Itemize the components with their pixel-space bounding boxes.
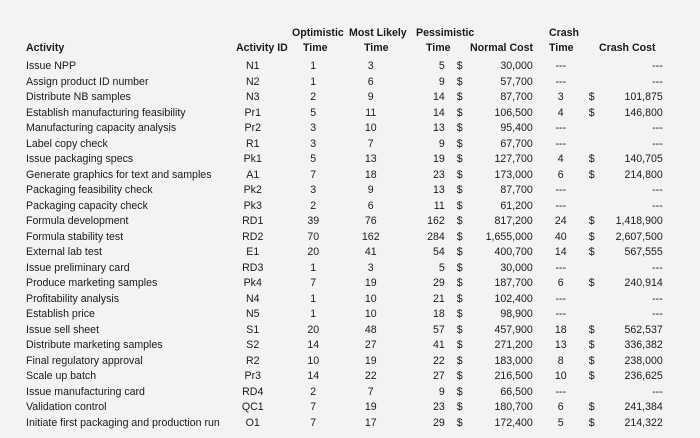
cell-optimistic-time: 20 [307, 246, 320, 258]
cell-pessimistic-time: 18 [432, 308, 445, 320]
table-row [26, 199, 663, 215]
cell-optimistic-time: 3 [310, 137, 317, 150]
cell-normal-cost: 1,655,000 [485, 230, 533, 243]
cell-pessimistic-time: 29 [432, 277, 445, 289]
cell-currency-symbol [589, 75, 603, 91]
header-crash-cost: Crash Cost [599, 42, 656, 54]
cell-optimistic-time: 3 [310, 184, 317, 196]
cell-currency-symbol [589, 199, 603, 215]
cell-currency-symbol: $ [588, 230, 595, 243]
cell-currency-symbol [589, 307, 603, 323]
cell-normal-cost: 172,400 [494, 416, 533, 429]
cell-optimistic-time: 5 [310, 106, 317, 119]
header-crash: Crash [549, 27, 580, 39]
cell-pessimistic-time: 57 [432, 323, 445, 336]
cell-normal-cost: 57,700 [500, 75, 533, 88]
header-most-likely: Most Likely [349, 27, 407, 39]
table-row [26, 168, 663, 184]
cell-crash-time: 13 [554, 339, 567, 351]
cell-normal-cost: 400,700 [494, 246, 533, 258]
table-row [26, 416, 663, 432]
cell-activity: Profitability analysis [26, 292, 120, 305]
cell-pessimistic-time: 5 [438, 261, 445, 274]
table-row [26, 90, 663, 106]
cell-crash-cost: 1,418,900 [615, 215, 663, 227]
cell-currency-symbol: $ [456, 354, 463, 367]
cell-activity-id: Pk1 [243, 153, 262, 165]
cell-pessimistic-time: 14 [432, 91, 445, 103]
cell-crash-time: 24 [554, 215, 567, 227]
cell-normal-cost: 817,200 [494, 215, 533, 227]
cell-normal-cost: 173,000 [494, 168, 533, 181]
cell-currency-symbol: $ [588, 215, 595, 227]
cell-crash-time: --- [555, 199, 567, 212]
cell-currency-symbol: $ [456, 199, 463, 212]
cell-crash-cost: 214,800 [624, 168, 663, 181]
cell-currency-symbol: $ [456, 106, 463, 119]
table-row [26, 75, 663, 91]
cell-currency-symbol: $ [588, 354, 595, 367]
cell-most-likely-time: 10 [364, 308, 377, 320]
cell-crash-time: --- [555, 308, 567, 320]
cell-activity-id: Pk3 [243, 199, 262, 212]
cell-pessimistic-time: 22 [432, 354, 445, 367]
cell-crash-cost: 336,382 [624, 339, 663, 351]
cell-crash-time: --- [555, 385, 567, 398]
cell-activity-id: QC1 [241, 401, 264, 413]
cell-optimistic-time: 10 [307, 354, 320, 367]
cell-crash-cost: 2,607,500 [615, 230, 663, 243]
cell-optimistic-time: 20 [307, 323, 320, 336]
cell-most-likely-time: 3 [367, 60, 374, 72]
cell-pessimistic-time: 23 [432, 401, 445, 413]
cell-optimistic-time: 2 [310, 385, 317, 398]
cell-currency-symbol: $ [456, 230, 463, 243]
cell-currency-symbol: $ [588, 339, 595, 351]
cell-optimistic-time: 1 [310, 292, 317, 305]
cell-currency-symbol: $ [456, 215, 463, 227]
cell-activity-id: Pr1 [244, 106, 261, 119]
cell-activity: Formula development [26, 215, 129, 227]
cell-pessimistic-time: 29 [432, 416, 445, 429]
cell-crash-cost: 562,537 [624, 323, 663, 336]
cell-normal-cost: 66,500 [500, 385, 533, 398]
cell-normal-cost: 30,000 [500, 60, 533, 72]
cell-crash-time: 4 [557, 153, 564, 165]
cell-crash-cost: --- [652, 75, 663, 88]
table-row [26, 137, 663, 153]
cell-most-likely-time: 48 [364, 323, 377, 336]
cell-activity-id: RD3 [242, 261, 264, 274]
header-activity-id: Activity ID [236, 42, 288, 54]
cell-pessimistic-time: 9 [438, 137, 445, 150]
cell-activity: Produce marketing samples [26, 277, 158, 289]
cell-crash-cost: --- [652, 308, 663, 320]
cell-currency-symbol: $ [456, 246, 463, 258]
cell-currency-symbol: $ [456, 308, 463, 320]
cell-currency-symbol: $ [456, 339, 463, 351]
cell-crash-cost: 146,800 [624, 106, 663, 119]
cell-optimistic-time: 1 [310, 60, 317, 72]
cell-most-likely-time: 19 [364, 277, 377, 289]
cell-most-likely-time: 9 [367, 184, 374, 196]
cell-optimistic-time: 1 [310, 75, 317, 88]
cell-most-likely-time: 19 [364, 401, 377, 413]
table-row [26, 369, 663, 385]
table-row [26, 292, 663, 308]
table-row [26, 276, 663, 292]
cell-crash-time: --- [555, 75, 567, 88]
cell-pessimistic-time: 54 [432, 246, 445, 258]
cell-currency-symbol: $ [588, 153, 595, 165]
table-row [26, 121, 663, 137]
header-activity: Activity [26, 42, 65, 54]
cell-activity-id: N1 [245, 60, 260, 72]
cell-crash-time: --- [555, 60, 567, 72]
cell-crash-cost: 140,705 [624, 153, 663, 165]
cell-currency-symbol: $ [588, 106, 595, 119]
cell-crash-cost: --- [652, 261, 663, 274]
cell-currency-symbol: $ [588, 401, 595, 413]
cell-normal-cost: 183,000 [494, 354, 533, 367]
cell-currency-symbol: $ [456, 385, 463, 398]
cell-normal-cost: 106,500 [494, 106, 533, 119]
cell-activity: Issue manufacturing card [26, 385, 145, 398]
cell-crash-time: --- [555, 137, 567, 150]
cell-currency-symbol: $ [456, 137, 463, 150]
cell-activity: Validation control [26, 401, 107, 413]
cell-currency-symbol [589, 385, 603, 401]
cell-optimistic-time: 14 [307, 370, 320, 382]
cell-activity-id: N2 [245, 75, 260, 88]
cell-currency-symbol [589, 137, 603, 153]
cell-crash-cost: 214,322 [624, 416, 663, 429]
cell-activity: Label copy check [26, 137, 108, 150]
cell-currency-symbol: $ [456, 277, 463, 289]
cell-most-likely-time: 7 [367, 385, 374, 398]
table-row [26, 214, 663, 230]
cell-activity-id: E1 [246, 246, 260, 258]
cell-pessimistic-time: 284 [427, 230, 445, 243]
table-row [26, 245, 663, 261]
cell-currency-symbol: $ [456, 184, 463, 196]
cell-currency-symbol: $ [588, 246, 595, 258]
cell-crash-cost: --- [652, 60, 663, 72]
cell-activity: Initiate first packaging and production run [26, 416, 220, 429]
cell-activity-id: R2 [245, 354, 260, 367]
cell-crash-time: 5 [557, 416, 564, 429]
cell-crash-cost: --- [652, 137, 663, 150]
cell-normal-cost: 187,700 [494, 277, 533, 289]
cell-normal-cost: 95,400 [500, 122, 533, 134]
cell-crash-time: 6 [557, 401, 564, 413]
cell-crash-cost: 240,914 [624, 277, 663, 289]
cell-optimistic-time: 7 [310, 416, 317, 429]
cell-normal-cost: 87,700 [500, 91, 533, 103]
cell-most-likely-time: 17 [364, 416, 377, 429]
cell-optimistic-time: 2 [310, 199, 317, 212]
cell-normal-cost: 30,000 [500, 261, 533, 274]
cell-optimistic-time: 70 [307, 230, 320, 243]
table-row [26, 307, 663, 323]
cell-currency-symbol: $ [588, 91, 595, 103]
cell-most-likely-time: 22 [364, 370, 377, 382]
cell-pessimistic-time: 14 [432, 106, 445, 119]
cell-crash-cost: 236,625 [624, 370, 663, 382]
cell-currency-symbol: $ [456, 91, 463, 103]
cell-optimistic-time: 1 [310, 261, 317, 274]
cell-activity-id: O1 [245, 416, 260, 429]
cell-most-likely-time: 11 [365, 106, 377, 119]
cell-crash-time: --- [555, 122, 567, 134]
cell-most-likely-time: 10 [364, 122, 377, 134]
cell-activity-id: Pk4 [243, 277, 262, 289]
cell-crash-cost: 101,875 [624, 91, 663, 103]
cell-activity-id: RD1 [242, 215, 264, 227]
cell-most-likely-time: 41 [364, 246, 377, 258]
cell-currency-symbol: $ [456, 153, 463, 165]
cell-activity: Packaging feasibility check [26, 184, 153, 196]
cell-optimistic-time: 3 [310, 122, 317, 134]
cell-pessimistic-time: 9 [438, 75, 445, 88]
cell-optimistic-time: 7 [310, 401, 317, 413]
cell-currency-symbol: $ [588, 168, 595, 181]
cell-activity: Issue preliminary card [26, 261, 130, 274]
cell-crash-time: --- [555, 261, 567, 274]
cell-crash-cost: 567,555 [624, 246, 663, 258]
cell-currency-symbol: $ [456, 75, 463, 88]
cell-normal-cost: 98,900 [500, 308, 533, 320]
cell-currency-symbol [589, 183, 603, 199]
cell-activity: External lab test [26, 246, 102, 258]
cell-normal-cost: 87,700 [500, 184, 533, 196]
cell-pessimistic-time: 5 [438, 60, 445, 72]
table-row [26, 354, 663, 370]
cell-currency-symbol: $ [588, 323, 595, 336]
table-row [26, 261, 663, 277]
cell-activity: Issue packaging specs [26, 153, 134, 165]
cell-activity: Issue sell sheet [26, 323, 100, 336]
cell-normal-cost: 127,700 [494, 153, 533, 165]
cell-optimistic-time: 7 [310, 277, 317, 289]
activity-table [26, 59, 663, 431]
table-row [26, 323, 663, 339]
cell-activity-id: A1 [246, 168, 260, 181]
cell-most-likely-time: 10 [364, 292, 377, 305]
table-row [26, 385, 663, 401]
cell-activity: Generate graphics for text and samples [26, 168, 212, 181]
cell-activity: Packaging capacity check [26, 199, 148, 212]
cell-currency-symbol: $ [456, 60, 463, 72]
cell-pessimistic-time: 21 [432, 292, 445, 305]
cell-currency-symbol: $ [456, 168, 463, 181]
cell-crash-time: 10 [554, 370, 567, 382]
table-row [26, 400, 663, 416]
cell-optimistic-time: 1 [310, 308, 317, 320]
cell-activity: Formula stability test [26, 230, 124, 243]
header-pessimistic: Pessimistic [416, 27, 475, 39]
cell-normal-cost: 102,400 [494, 292, 533, 305]
cell-currency-symbol [589, 292, 603, 308]
cell-most-likely-time: 6 [367, 75, 374, 88]
cell-currency-symbol: $ [456, 370, 463, 382]
cell-normal-cost: 457,900 [494, 323, 533, 336]
cell-activity-id: N4 [245, 292, 260, 305]
cell-activity-id: N3 [245, 91, 260, 103]
cell-pessimistic-time: 19 [432, 153, 445, 165]
cell-currency-symbol: $ [456, 401, 463, 413]
cell-crash-time: 4 [557, 106, 564, 119]
cell-crash-time: 18 [554, 323, 567, 336]
cell-crash-cost: --- [652, 292, 663, 305]
cell-pessimistic-time: 11 [433, 199, 445, 212]
cell-activity: Establish price [26, 308, 95, 320]
cell-activity: Distribute NB samples [26, 91, 131, 103]
cell-activity-id: S2 [246, 339, 260, 351]
cell-crash-time: 6 [557, 277, 564, 289]
header-optimistic-time: Time [303, 42, 328, 54]
cell-currency-symbol [589, 59, 603, 75]
cell-most-likely-time: 19 [364, 354, 377, 367]
cell-currency-symbol: $ [588, 416, 595, 429]
cell-crash-time: --- [555, 292, 567, 305]
table-row [26, 338, 663, 354]
cell-activity: Assign product ID number [26, 75, 149, 88]
cell-crash-time: 40 [554, 230, 567, 243]
table-row [26, 152, 663, 168]
cell-activity-id: R1 [245, 137, 260, 150]
table-row [26, 59, 663, 75]
cell-activity-id: RD4 [242, 385, 264, 398]
cell-optimistic-time: 2 [310, 91, 317, 103]
cell-normal-cost: 61,200 [500, 199, 533, 212]
cell-most-likely-time: 18 [364, 168, 377, 181]
cell-most-likely-time: 13 [364, 153, 377, 165]
header-optimistic: Optimistic [292, 27, 344, 39]
cell-optimistic-time: 7 [310, 168, 317, 181]
cell-most-likely-time: 3 [367, 261, 374, 274]
table-row [26, 106, 663, 122]
cell-normal-cost: 216,500 [494, 370, 533, 382]
cell-pessimistic-time: 13 [432, 122, 445, 134]
cell-most-likely-time: 9 [367, 91, 374, 103]
cell-most-likely-time: 7 [367, 137, 374, 150]
cell-activity: Establish manufacturing feasibility [26, 106, 186, 119]
cell-normal-cost: 67,700 [500, 137, 533, 150]
cell-most-likely-time: 162 [361, 230, 380, 243]
cell-currency-symbol: $ [456, 323, 463, 336]
table-row [26, 183, 663, 199]
cell-currency-symbol: $ [456, 292, 463, 305]
header-normal-cost: Normal Cost [470, 42, 533, 54]
cell-currency-symbol [589, 261, 603, 277]
cell-crash-time: --- [555, 184, 567, 196]
cell-optimistic-time: 5 [310, 153, 317, 165]
cell-crash-time: 8 [557, 354, 564, 367]
cell-activity-id: Pr2 [244, 122, 261, 134]
cell-pessimistic-time: 41 [432, 339, 445, 351]
cell-currency-symbol: $ [456, 122, 463, 134]
header-most-likely-time: Time [364, 42, 389, 54]
cell-activity: Manufacturing capacity analysis [26, 122, 177, 134]
cell-most-likely-time: 76 [364, 215, 377, 227]
cell-crash-time: 14 [554, 246, 567, 258]
cell-crash-time: 3 [557, 91, 564, 103]
cell-pessimistic-time: 27 [432, 370, 445, 382]
cell-crash-cost: --- [652, 184, 663, 196]
cell-most-likely-time: 6 [367, 199, 374, 212]
cell-activity: Final regulatory approval [26, 354, 143, 367]
cell-crash-cost: --- [652, 199, 663, 212]
cell-normal-cost: 180,700 [494, 401, 533, 413]
cell-pessimistic-time: 13 [432, 184, 445, 196]
cell-currency-symbol: $ [588, 370, 595, 382]
table-row [26, 230, 663, 246]
cell-pessimistic-time: 23 [432, 168, 445, 181]
cell-crash-cost: --- [652, 122, 663, 134]
cell-pessimistic-time: 162 [427, 215, 445, 227]
cell-activity-id: RD2 [242, 230, 264, 243]
cell-activity-id: Pr3 [244, 370, 261, 382]
cell-currency-symbol: $ [456, 261, 463, 274]
cell-most-likely-time: 27 [364, 339, 377, 351]
cell-activity-id: Pk2 [243, 184, 262, 196]
header-crash-time: Time [549, 42, 574, 54]
cell-currency-symbol: $ [588, 277, 595, 289]
cell-crash-cost: 241,384 [624, 401, 663, 413]
cell-crash-cost: --- [652, 385, 663, 398]
cell-currency-symbol [589, 121, 603, 137]
cell-activity-id: S1 [246, 323, 260, 336]
cell-pessimistic-time: 9 [438, 385, 445, 398]
cell-activity: Distribute marketing samples [26, 339, 163, 351]
cell-crash-cost: 238,000 [624, 354, 663, 367]
cell-normal-cost: 271,200 [494, 339, 533, 351]
cell-optimistic-time: 39 [307, 215, 320, 227]
cell-currency-symbol: $ [456, 416, 463, 429]
cell-crash-time: 6 [557, 168, 564, 181]
cell-activity-id: N5 [245, 308, 260, 320]
header-pessimistic-time: Time [426, 42, 451, 54]
cell-optimistic-time: 14 [307, 339, 320, 351]
cell-activity: Scale up batch [26, 370, 97, 382]
cell-activity: Issue NPP [26, 60, 77, 72]
